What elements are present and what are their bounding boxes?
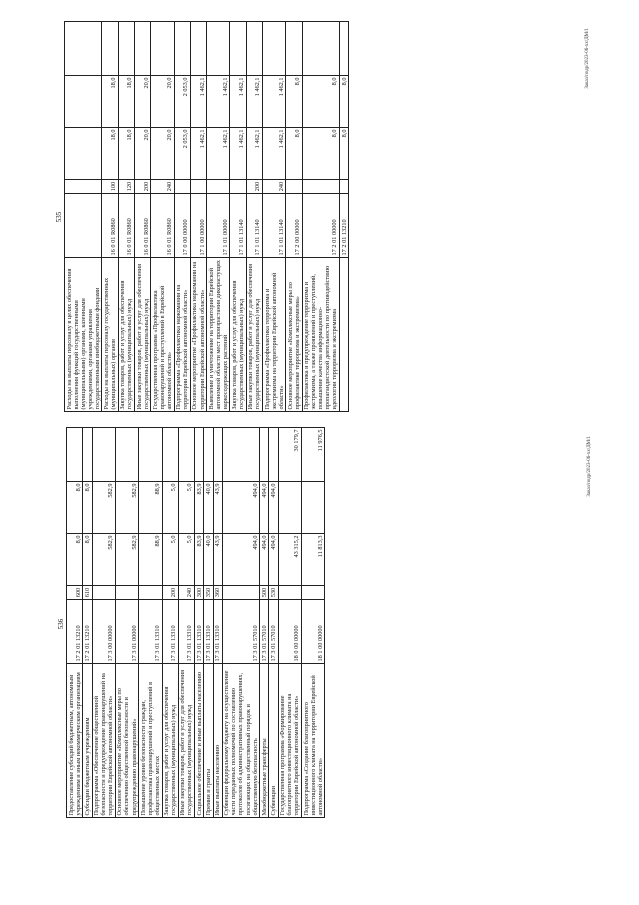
amount-cell: 1 462,1 (190, 76, 206, 128)
amount-cell (207, 22, 230, 76)
amount-cell: 1 462,1 (263, 76, 286, 128)
target-code-cell: 16 0 01 R0860 (102, 194, 118, 258)
amount-cell: 8,0 (286, 76, 302, 128)
footer-code: Заказ/подр/2023-06-хх/ДМ/1 (585, 28, 591, 89)
target-code-cell: 18 0 00 00000 (278, 600, 301, 664)
amount-cell (213, 428, 222, 482)
amount-cell: 20,0 (151, 128, 174, 180)
table-row (115, 428, 138, 818)
target-code-cell: 17 3 00 00000 (92, 600, 115, 664)
amount-cell: 1 462,1 (207, 76, 230, 128)
row-name-cell: Субсидии бюджетным учреждениям (83, 664, 92, 818)
row-name-cell: Основное мероприятие «Комплексные меры по профилактике терроризма и экстремизма» (286, 258, 302, 412)
amount-cell: 8,0 (302, 76, 339, 128)
expense-type-cell (278, 586, 301, 600)
expense-type-cell: 240 (178, 586, 194, 600)
table-row (204, 428, 213, 818)
row-name-cell: Предоставление субсидий бюджетным, автономным учреждениям и иным некоммерческим организациям (67, 664, 83, 818)
table-row (260, 428, 269, 818)
amount-cell: 582,9 (92, 482, 115, 534)
amount-cell: 18,0 (102, 76, 118, 128)
amount-cell (174, 22, 190, 76)
target-code-cell: 18 1 00 00000 (301, 600, 324, 664)
amount-cell: 494,0 (260, 482, 269, 534)
expense-type-cell (286, 180, 302, 194)
target-code-cell: 17 1 01 13140 (246, 194, 262, 258)
amount-cell (263, 22, 286, 76)
amount-cell (340, 22, 349, 76)
expense-type-cell (190, 180, 206, 194)
budget-page-535 (50, 22, 595, 412)
amount-cell: 20,0 (134, 76, 150, 128)
table-row (139, 428, 162, 818)
amount-cell (65, 22, 102, 76)
amount-cell (301, 482, 324, 534)
target-code-cell: 16 0 01 R0860 (151, 194, 174, 258)
amount-cell: 8,0 (67, 534, 83, 586)
amount-cell: 1 462,1 (190, 128, 206, 180)
target-code-cell: 17 3 01 00000 (115, 600, 138, 664)
target-code-cell: 17 1 01 13140 (263, 194, 286, 258)
amount-cell: 8,0 (83, 482, 92, 534)
row-name-cell: Субвенции федеральному бюджету на осуществление части переданных полномочий по составлению протоколов об административных правонарушениях, посягающих на общественный порядок и общественную безопасность (222, 664, 259, 818)
row-name-cell: Подпрограмма «Обеспечение общественной безопасности и предупреждение правонарушений на территории Еврейской автономной области» (92, 664, 115, 818)
amount-cell (204, 428, 213, 482)
expense-type-cell (302, 180, 339, 194)
amount-cell (302, 22, 339, 76)
table-row (174, 22, 190, 412)
expense-type-cell: 500 (260, 586, 269, 600)
amount-cell: 88,9 (139, 482, 162, 534)
amount-cell: 5,0 (162, 534, 178, 586)
table-row (118, 22, 134, 412)
amount-cell (286, 22, 302, 76)
amount-cell (230, 22, 246, 76)
amount-cell (139, 428, 162, 482)
amount-cell: 88,9 (139, 534, 162, 586)
table-row (340, 22, 349, 412)
table-row (134, 22, 150, 412)
page-number: 536 (57, 618, 65, 630)
table-row (263, 22, 286, 412)
table-row (286, 22, 302, 412)
amount-cell: 2 053,0 (174, 76, 190, 128)
row-name-cell: Межбюджетные трансферты (260, 664, 269, 818)
budget-table (64, 21, 349, 412)
amount-cell (151, 22, 174, 76)
expense-type-cell: 610 (83, 586, 92, 600)
row-name-cell: Иные выплаты населению (213, 664, 222, 818)
table-row (102, 22, 118, 412)
amount-cell (67, 428, 83, 482)
expense-type-cell: 600 (67, 586, 83, 600)
amount-cell (278, 482, 301, 534)
amount-cell: 11 976,5 (301, 428, 324, 482)
table-row (67, 428, 83, 818)
amount-cell: 43 315,2 (278, 534, 301, 586)
target-code-cell: 17 2 01 00000 (302, 194, 339, 258)
expense-type-cell (222, 586, 259, 600)
amount-cell: 494,0 (269, 534, 278, 586)
target-code-cell: 17 3 01 57010 (222, 600, 259, 664)
amount-cell: 582,9 (92, 534, 115, 586)
expense-type-cell: 300 (195, 586, 204, 600)
amount-cell: 494,0 (222, 482, 259, 534)
row-name-cell: Субвенции (269, 664, 278, 818)
target-code-cell (65, 194, 102, 258)
row-name-cell: Социальное обеспечение и иные выплаты населению (195, 664, 204, 818)
target-code-cell: 17 2 01 13210 (340, 194, 349, 258)
target-code-cell: 17 3 01 13310 (162, 600, 178, 664)
target-code-cell: 17 3 01 13310 (178, 600, 194, 664)
target-code-cell: 17 3 01 57010 (269, 600, 278, 664)
amount-cell: 582,9 (115, 534, 138, 586)
table-row (83, 428, 92, 818)
amount-cell (195, 428, 204, 482)
amount-cell (118, 22, 134, 76)
amount-cell (92, 428, 115, 482)
target-code-cell: 17 3 01 13310 (204, 600, 213, 664)
amount-cell: 18,0 (118, 76, 134, 128)
target-code-cell: 17 1 01 00000 (207, 194, 230, 258)
amount-cell: 1 462,1 (230, 128, 246, 180)
expense-type-cell: 350 (204, 586, 213, 600)
table-row (301, 428, 324, 818)
amount-cell (260, 428, 269, 482)
target-code-cell: 17 2 01 13210 (67, 600, 83, 664)
row-name-cell: Основное мероприятие «Профилактика наркомании на территории Еврейской автономной области» (190, 258, 206, 412)
expense-type-cell: 360 (213, 586, 222, 600)
amount-cell: 83,9 (195, 534, 204, 586)
amount-cell: 8,0 (83, 534, 92, 586)
row-name-cell: Подпрограмма «Профилактика наркомании на территории Еврейской автономной области» (174, 258, 190, 412)
page-number: 535 (55, 211, 63, 223)
amount-cell: 40,0 (204, 534, 213, 586)
target-code-cell: 17 3 01 13310 (195, 600, 204, 664)
amount-cell (162, 428, 178, 482)
row-name-cell: Иные закупки товаров, работ и услуг для обеспечения государственных (муниципальных) нужд (178, 664, 194, 818)
amount-cell (115, 428, 138, 482)
target-code-cell: 17 2 00 00000 (286, 194, 302, 258)
expense-type-cell (174, 180, 190, 194)
amount-cell (178, 428, 194, 482)
row-name-cell: Профилактика и предупреждение терроризма и экстремизма, а также проявлений и преступлений, повышение качества информационно-пропагандистской деятельности по противодействию идеологии терроризма и экстремизма (302, 258, 339, 412)
row-name-cell: Государственная программа «Профилактика правонарушений и преступлений в Еврейской автономной области» (151, 258, 174, 412)
table-row (278, 428, 301, 818)
budget-page-536 (52, 430, 597, 818)
table-row (222, 428, 259, 818)
expense-type-cell (92, 586, 115, 600)
table-row (246, 22, 262, 412)
amount-cell: 1 462,1 (230, 76, 246, 128)
amount-cell: 43,9 (213, 482, 222, 534)
target-code-cell: 17 2 01 13210 (83, 600, 92, 664)
table-row (195, 428, 204, 818)
expense-type-cell (207, 180, 230, 194)
amount-cell (269, 428, 278, 482)
table-row (92, 428, 115, 818)
table-row (207, 22, 230, 412)
row-name-cell: Иные закупки товаров, работ и услуг для обеспечения государственных (муниципальных) нужд (246, 258, 262, 412)
amount-cell (190, 22, 206, 76)
expense-type-cell: 240 (151, 180, 174, 194)
expense-type-cell: 200 (246, 180, 262, 194)
target-code-cell: 16 0 01 R0860 (134, 194, 150, 258)
row-name-cell: Государственная программа «Формирование благоприятного инвестиционного климата на территории Еврейской автономной области» (278, 664, 301, 818)
amount-cell: 5,0 (162, 482, 178, 534)
amount-cell: 30 179,7 (278, 428, 301, 482)
table-row (190, 22, 206, 412)
target-code-cell: 17 1 00 00000 (190, 194, 206, 258)
amount-cell (134, 22, 150, 76)
target-code-cell: 17 0 00 00000 (174, 194, 190, 258)
expense-type-cell (230, 180, 246, 194)
footer-code: Заказ/подр/2023-06-хх/ДМ/1 (587, 436, 593, 497)
amount-cell: 1 462,1 (246, 128, 262, 180)
amount-cell: 2 053,0 (174, 128, 190, 180)
amount-cell: 8,0 (340, 76, 349, 128)
target-code-cell: 16 0 01 R0860 (118, 194, 134, 258)
amount-cell (65, 128, 102, 180)
expense-type-cell: 530 (269, 586, 278, 600)
table-row (230, 22, 246, 412)
expense-type-cell (115, 586, 138, 600)
amount-cell: 83,9 (195, 482, 204, 534)
expense-type-cell (340, 180, 349, 194)
row-name-cell: Расходы на выплаты персоналу государственных (муниципальных) органов (102, 258, 118, 412)
amount-cell: 20,0 (151, 76, 174, 128)
expense-type-cell: 200 (162, 586, 178, 600)
expense-type-cell: 120 (118, 180, 134, 194)
amount-cell: 5,0 (178, 534, 194, 586)
row-name-cell (340, 258, 349, 412)
amount-cell (65, 76, 102, 128)
amount-cell: 8,0 (302, 128, 339, 180)
table-row (65, 22, 102, 412)
row-name-cell: Иные закупки товаров, работ и услуг для обеспечения государственных (муниципальных) нужд (134, 258, 150, 412)
amount-cell: 18,0 (102, 128, 118, 180)
amount-cell: 494,0 (269, 482, 278, 534)
amount-cell (246, 22, 262, 76)
table-row (269, 428, 278, 818)
amount-cell (222, 428, 259, 482)
target-code-cell: 17 1 01 13140 (230, 194, 246, 258)
amount-cell: 8,0 (286, 128, 302, 180)
amount-cell: 40,0 (204, 482, 213, 534)
target-code-cell: 17 3 01 13310 (213, 600, 222, 664)
amount-cell (102, 22, 118, 76)
row-name-cell: Выявление и уничтожение на территории Еврейской автономной области мест произрастания дикорастущих наркосодержащих растений (207, 258, 230, 412)
row-name-cell: Закупка товаров, работ и услуг для обеспечения государственных (муниципальных) нужд (118, 258, 134, 412)
amount-cell: 1 462,1 (207, 128, 230, 180)
amount-cell: 20,0 (134, 128, 150, 180)
table-row (178, 428, 194, 818)
expense-type-cell: 100 (102, 180, 118, 194)
row-name-cell: Подпрограмма «Профилактика терроризма и экстремизма на территории Еврейской автономной области» (263, 258, 286, 412)
row-name-cell: Основное мероприятие «Комплексные меры по обеспечению общественной безопасности и предупреждению правонарушений» (115, 664, 138, 818)
expense-type-cell: 240 (263, 180, 286, 194)
table-row (151, 22, 174, 412)
table-row (302, 22, 339, 412)
expense-type-cell (301, 586, 324, 600)
amount-cell: 18,0 (118, 128, 134, 180)
amount-cell: 494,0 (222, 534, 259, 586)
amount-cell (83, 428, 92, 482)
expense-type-cell: 200 (134, 180, 150, 194)
amount-cell: 494,0 (260, 534, 269, 586)
amount-cell: 582,9 (115, 482, 138, 534)
amount-cell: 5,0 (178, 482, 194, 534)
table-row (213, 428, 222, 818)
amount-cell: 8,0 (340, 128, 349, 180)
amount-cell: 1 462,1 (246, 76, 262, 128)
row-name-cell: Подпрограмма «Создание благоприятного инвестиционного климата на территории Еврейской автономной области» (301, 664, 324, 818)
row-name-cell: Премии и гранты (204, 664, 213, 818)
amount-cell: 11 813,3 (301, 534, 324, 586)
row-name-cell: Расходы на выплаты персоналу в целях обеспечения выполнения функций государственными (муниципальными) органами, казенными учреждениями, органами управления государственными внебюджетными фондами (65, 258, 102, 412)
expense-type-cell (139, 586, 162, 600)
target-code-cell: 17 3 01 57010 (260, 600, 269, 664)
row-name-cell: Закупка товаров, работ и услуг для обеспечения государственных (муниципальных) нужд (230, 258, 246, 412)
budget-table (66, 427, 325, 818)
row-name-cell: Повышение уровня безопасности граждан, профилактика правонарушений и преступлений в общественных местах (139, 664, 162, 818)
amount-cell: 8,0 (67, 482, 83, 534)
amount-cell: 1 462,1 (263, 128, 286, 180)
target-code-cell: 17 3 01 13310 (139, 600, 162, 664)
table-row (162, 428, 178, 818)
expense-type-cell (65, 180, 102, 194)
row-name-cell: Закупка товаров, работ и услуг для обеспечения государственных (муниципальных) нужд (162, 664, 178, 818)
amount-cell: 43,9 (213, 534, 222, 586)
